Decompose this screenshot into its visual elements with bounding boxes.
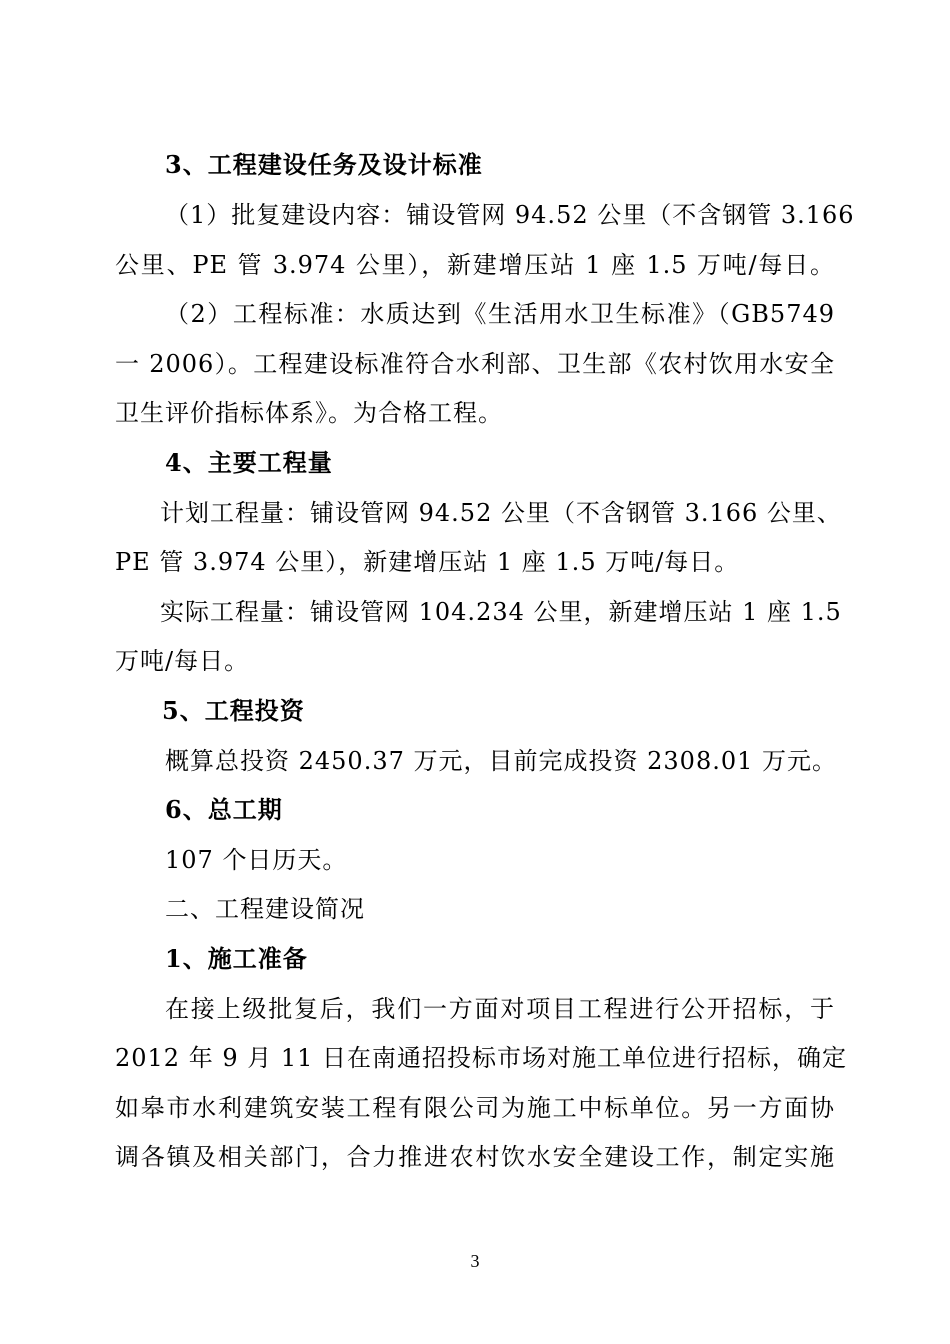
- heading-investment: 5、工程投资: [162, 696, 305, 725]
- paragraph-approved-content-line-2: 公里、PE 管 3.974 公里），新建增压站 1 座 1.5 万吨/每日。: [115, 251, 835, 279]
- paragraph-engineering-standard-line-2: 一 2006）。工程建设标准符合水利部、卫生部《农村饮用水安全: [115, 350, 835, 378]
- paragraph-actual-quantity-line-1: 实际工程量：铺设管网 104.234 公里，新建增压站 1 座 1.5: [160, 598, 842, 626]
- heading-main-quantities: 4、主要工程量: [165, 448, 333, 477]
- paragraph-preparation-line-4: 调各镇及相关部门，合力推进农村饮水安全建设工作，制定实施: [115, 1143, 835, 1171]
- paragraph-preparation-line-3: 如皋市水利建筑安装工程有限公司为施工中标单位。另一方面协: [115, 1094, 835, 1122]
- paragraph-engineering-standard-line-1: （2）工程标准：水质达到《生活用水卫生标准》（GB5749: [165, 300, 835, 328]
- paragraph-preparation-line-1: 在接上级批复后，我们一方面对项目工程进行公开招标，于: [165, 995, 835, 1023]
- paragraph-planned-quantity-line-1: 计划工程量：铺设管网 94.52 公里（不含钢管 3.166 公里、: [160, 499, 842, 527]
- heading-construction-overview: 二、工程建设简况: [165, 895, 365, 923]
- heading-design-standards: 3、工程建设任务及设计标准: [165, 150, 483, 179]
- paragraph-total-duration: 107 个日历天。: [165, 846, 348, 874]
- paragraph-approved-content-line-1: （1）批复建设内容：铺设管网 94.52 公里（不含钢管 3.166: [165, 201, 855, 229]
- paragraph-investment: 概算总投资 2450.37 万元，目前完成投资 2308.01 万元。: [165, 747, 838, 775]
- heading-construction-preparation: 1、施工准备: [165, 944, 308, 973]
- paragraph-engineering-standard-line-3: 卫生评价指标体系》。为合格工程。: [115, 399, 503, 427]
- paragraph-preparation-line-2: 2012 年 9 月 11 日在南通招投标市场对施工单位进行招标，确定: [115, 1044, 848, 1072]
- paragraph-planned-quantity-line-2: PE 管 3.974 公里），新建增压站 1 座 1.5 万吨/每日。: [115, 548, 740, 576]
- heading-total-duration: 6、总工期: [165, 795, 283, 824]
- page-number: 3: [470, 1251, 480, 1271]
- paragraph-actual-quantity-line-2: 万吨/每日。: [115, 647, 250, 675]
